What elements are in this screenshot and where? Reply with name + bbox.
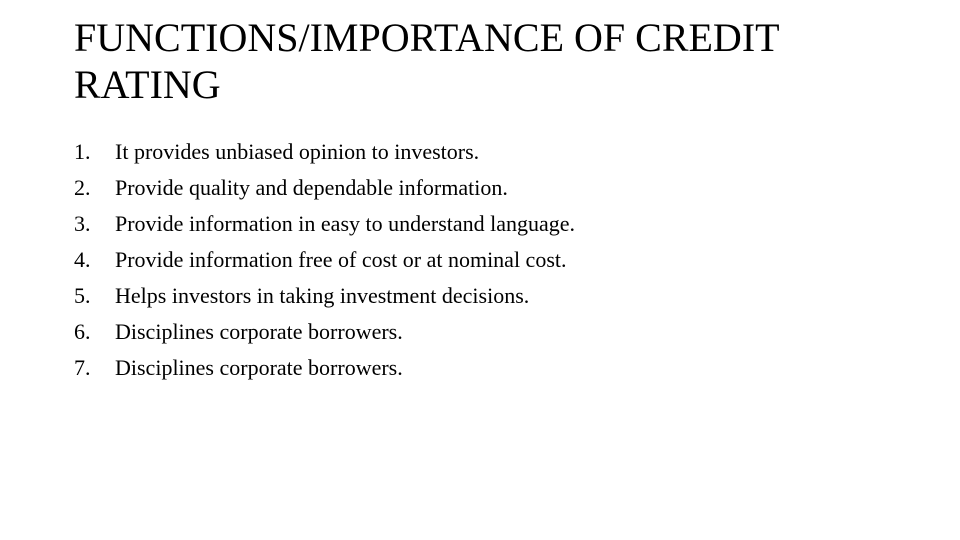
list-item-text: Disciplines corporate borrowers. [115,319,403,344]
list-item-number: 1. [74,139,91,164]
list-item-number: 3. [74,211,91,236]
list-item-text: Provide quality and dependable information. [115,175,508,200]
list-item [74,314,894,350]
list-item-text: Helps investors in taking investment decisions. [115,283,530,308]
list-item [74,278,894,314]
numbered-list [74,134,894,386]
list-item [74,242,894,278]
list-item-text: It provides unbiased opinion to investors. [115,139,480,164]
list-item [74,134,894,170]
list-item-number: 4. [74,247,91,272]
list-item-text: Disciplines corporate borrowers. [115,355,403,380]
list-item-number: 7. [74,355,91,380]
slide-title: FUNCTIONS/IMPORTANCE OF CREDIT RATING [74,15,779,107]
list-item-text: Provide information in easy to understand language. [115,211,576,236]
list-item-number: 2. [74,175,91,200]
list-item [74,350,894,386]
list-item-number: 5. [74,283,91,308]
list-item-number: 6. [74,319,91,344]
list-item [74,170,894,206]
list-item [74,206,894,242]
list-item-text: Provide information free of cost or at nominal cost. [115,247,567,272]
